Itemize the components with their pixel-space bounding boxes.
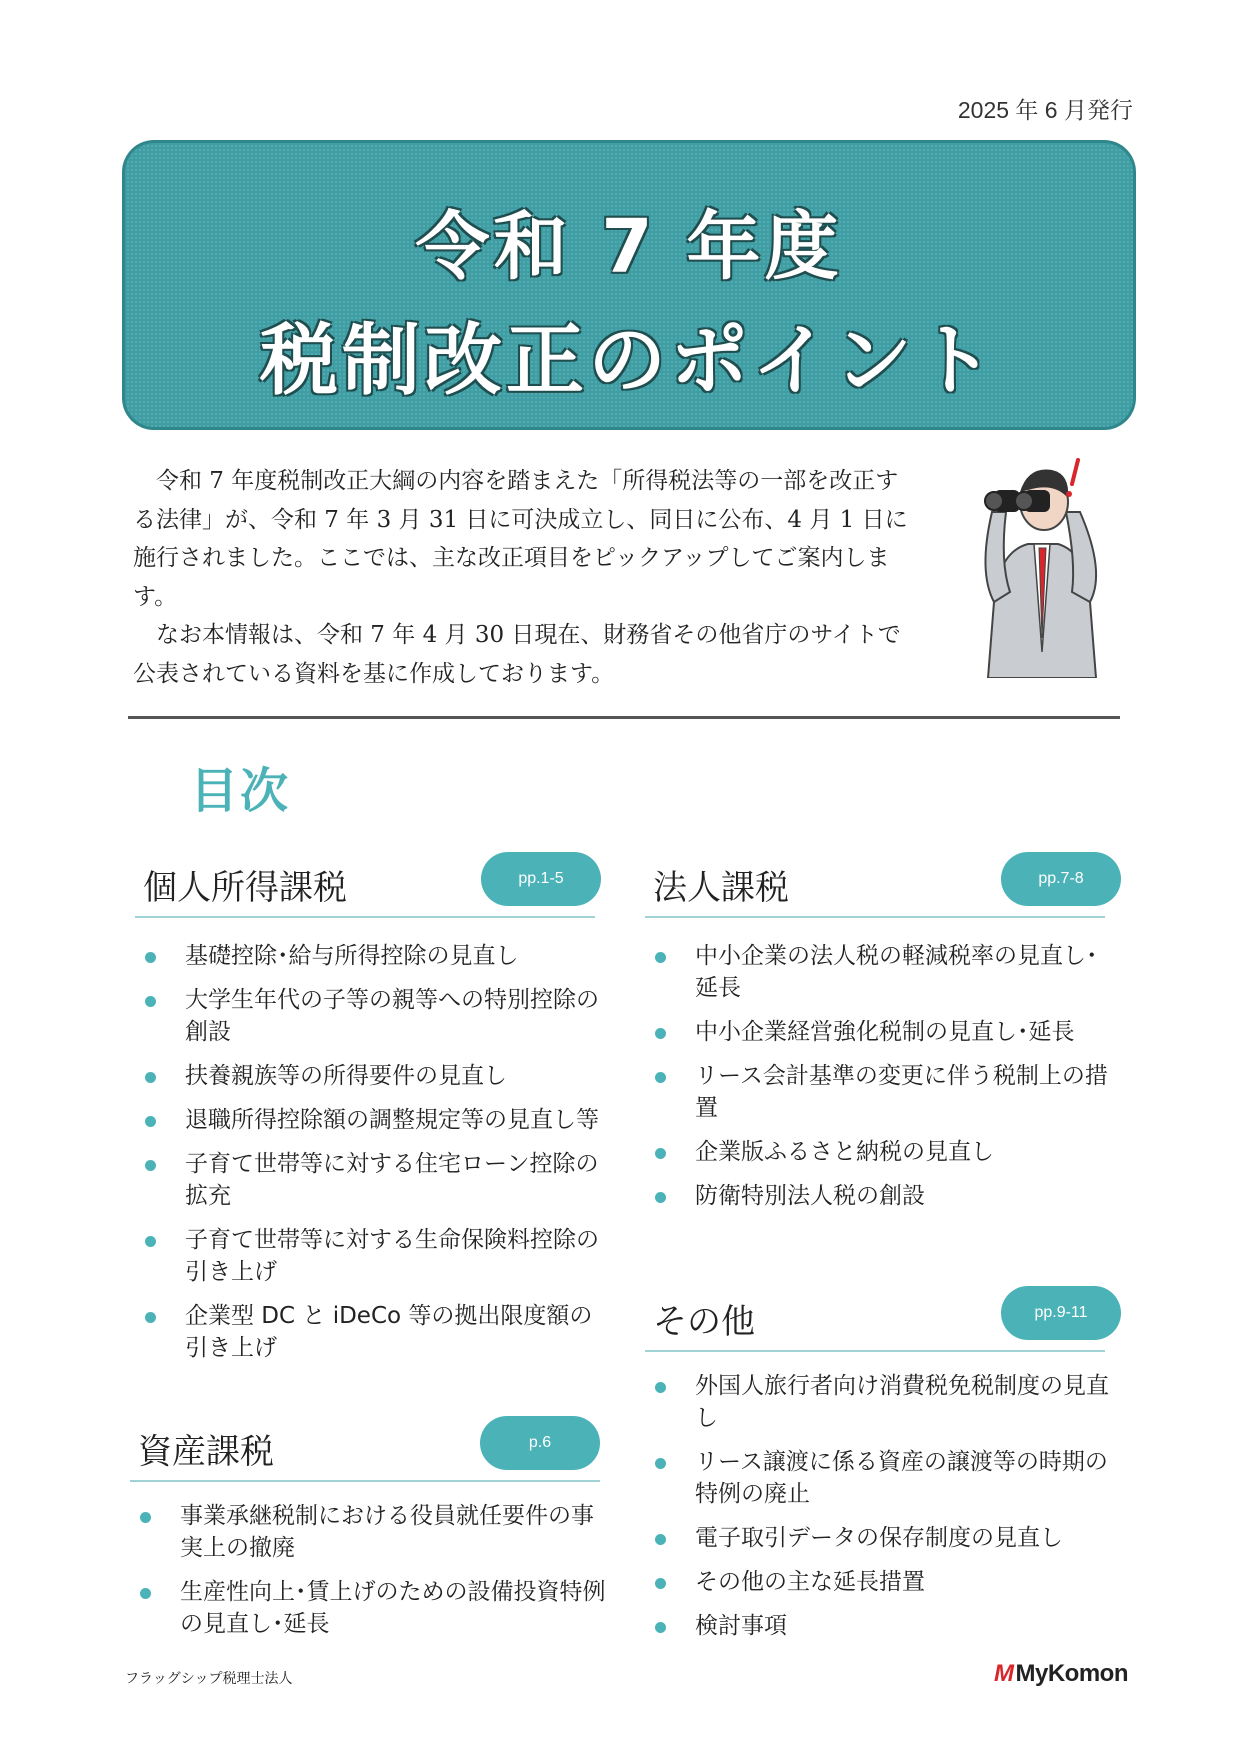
bullet-icon <box>655 1072 666 1083</box>
bullet-icon <box>140 1588 151 1599</box>
list-item: 退職所得控除額の調整規定等の見直し等 <box>135 1104 615 1136</box>
bullet-icon <box>145 1312 156 1323</box>
list-item: 企業版ふるさと納税の見直し <box>645 1136 1115 1168</box>
list-item: その他の主な延長措置 <box>645 1566 1115 1598</box>
list-item: リース譲渡に係る資産の譲渡等の時期の特例の廃止 <box>645 1446 1115 1510</box>
divider <box>128 716 1120 719</box>
banner-title-line2: 税制改正のポイント <box>259 316 998 406</box>
list-item: 中小企業経営強化税制の見直し･延長 <box>645 1016 1115 1048</box>
company-name: フラッグシップ税理士法人 <box>125 1671 293 1687</box>
list-item: 扶養親族等の所得要件の見直し <box>135 1060 615 1092</box>
section-title: その他 <box>653 1302 755 1342</box>
intro-paragraph-2: なお本情報は、令和 7 年 4 月 30 日現在、財務省その他省庁のサイトで公表されている資料を基に作成しております。 <box>133 622 901 687</box>
businessman-binoculars-illustration <box>948 452 1108 678</box>
banner-title-line1: 令和 7 年度 <box>415 204 843 290</box>
bullet-icon <box>140 1512 151 1523</box>
section-asset-tax <box>130 1424 606 1637</box>
page-range-badge: pp.1-5 <box>481 852 601 906</box>
list-item: 子育て世帯等に対する生命保険料控除の引き上げ <box>135 1224 615 1288</box>
intro-paragraph-1: 令和 7 年度税制改正大綱の内容を踏まえた「所得税法等の一部を改正する法律」が、令和 7 年 3 月 31 日に可決成立し、同日に公布、4 月 1 日に施行されました。ここでは、主な改正項目をピックアップしてご案内します。 <box>133 468 908 610</box>
issue-date: 2025 年 6 月発行 <box>957 97 1133 123</box>
list-item: 防衛特別法人税の創設 <box>645 1180 1115 1212</box>
title-banner <box>122 140 1136 430</box>
bullet-icon <box>655 1458 666 1469</box>
toc-title: 目次 <box>190 763 291 819</box>
section-underline <box>130 1480 600 1482</box>
bullet-icon <box>655 1622 666 1633</box>
list-item: 子育て世帯等に対する住宅ローン控除の拡充 <box>135 1148 615 1212</box>
bullet-icon <box>655 952 666 963</box>
section-title: 法人課税 <box>653 868 789 908</box>
bullet-icon <box>145 1116 156 1127</box>
section-corporate-tax <box>645 860 1115 1209</box>
page-range-badge: pp.7-8 <box>1001 852 1121 906</box>
section-underline <box>645 1350 1105 1352</box>
list-item: 外国人旅行者向け消費税免税制度の見直し <box>645 1370 1115 1434</box>
bullet-icon <box>655 1148 666 1159</box>
list-item: 生産性向上･賃上げのための設備投資特例の見直し･延長 <box>130 1576 610 1640</box>
list-item: 中小企業の法人税の軽減税率の見直し･延長 <box>645 940 1115 1004</box>
list-item: 大学生年代の子等の親等への特別控除の創設 <box>135 984 615 1048</box>
section-underline <box>645 916 1105 918</box>
section-underline <box>135 916 595 918</box>
page-range-badge: pp.9-11 <box>1001 1286 1121 1340</box>
logo-mark-icon: M <box>994 1660 1014 1687</box>
bullet-icon <box>145 952 156 963</box>
bullet-icon <box>655 1578 666 1589</box>
bullet-icon <box>655 1382 666 1393</box>
bullet-icon <box>655 1028 666 1039</box>
bullet-icon <box>145 1236 156 1247</box>
list-item: 企業型 DC と iDeCo 等の拠出限度額の引き上げ <box>135 1300 615 1364</box>
bullet-icon <box>145 996 156 1007</box>
section-individual-income-tax <box>135 860 599 1361</box>
bullet-icon <box>655 1192 666 1203</box>
list-item: 検討事項 <box>645 1610 1115 1642</box>
bullet-icon <box>655 1534 666 1545</box>
bullet-icon <box>145 1160 156 1171</box>
list-item: 事業承継税制における役員就任要件の事実上の撤廃 <box>130 1500 610 1564</box>
intro-text <box>133 462 915 693</box>
list-item: リース会計基準の変更に伴う税制上の措置 <box>645 1060 1115 1124</box>
section-title: 資産課税 <box>138 1432 274 1472</box>
mykomon-logo: MMyKomon <box>994 1660 1128 1687</box>
section-other <box>645 1294 1115 1639</box>
list-item: 基礎控除･給与所得控除の見直し <box>135 940 615 972</box>
page-range-badge: p.6 <box>480 1416 600 1470</box>
list-item: 電子取引データの保存制度の見直し <box>645 1522 1115 1554</box>
section-title: 個人所得課税 <box>143 868 347 908</box>
bullet-icon <box>145 1072 156 1083</box>
